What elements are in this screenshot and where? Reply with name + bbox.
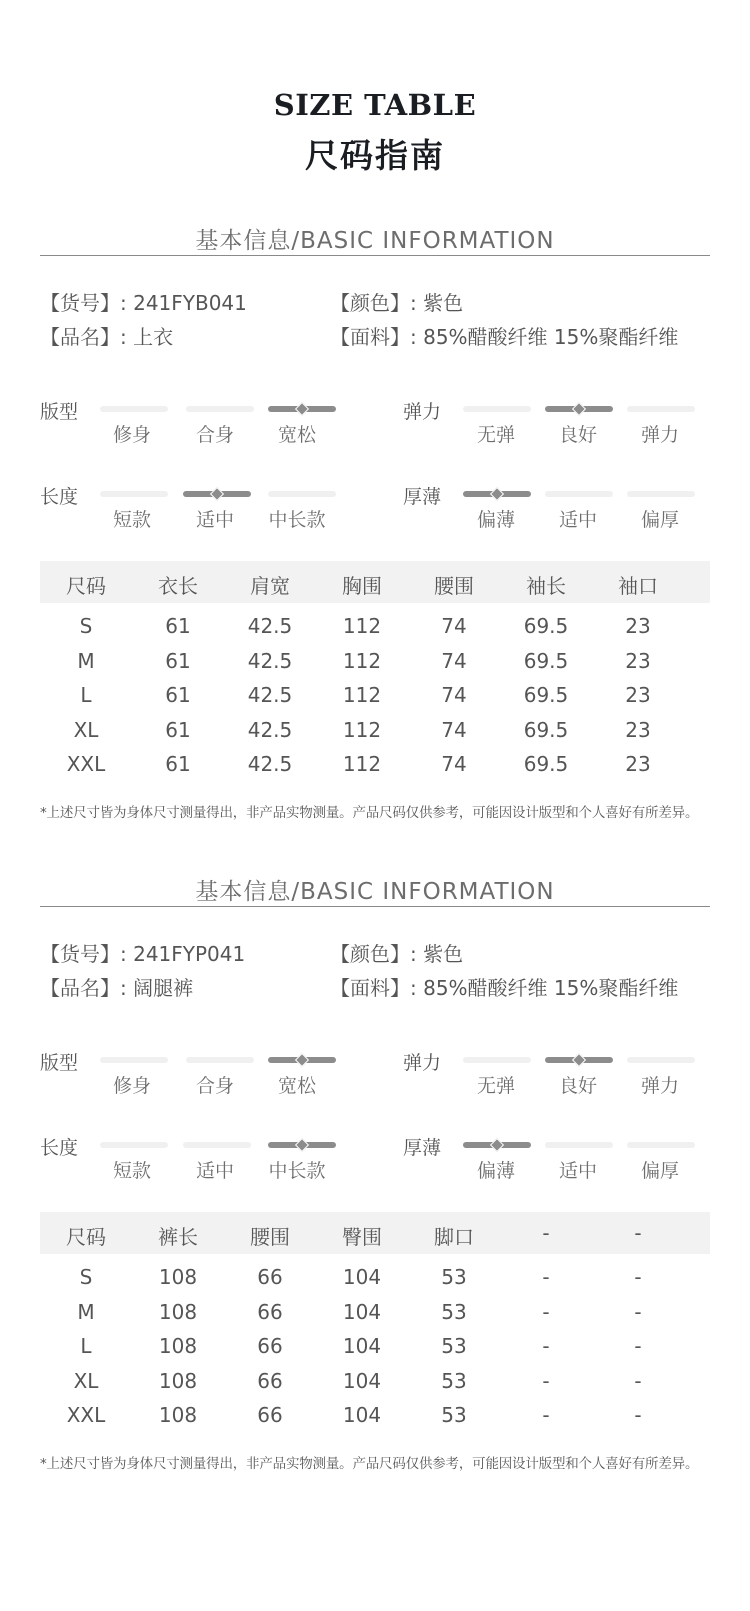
table-cell: -	[542, 1265, 550, 1289]
attr-option-fit-2: 合身	[195, 1075, 234, 1097]
product-name: 【品名】: 上衣	[40, 325, 174, 349]
table-header-cell: 肩宽	[250, 574, 290, 598]
section-title: 基本信息/BASIC INFORMATION	[195, 879, 555, 905]
size-section-1	[0, 222, 750, 842]
table-cell: -	[542, 1334, 550, 1358]
product-color: 【颜色】: 紫色	[330, 942, 464, 966]
attr-label-length: 长度	[40, 1137, 79, 1159]
item-number: 【货号】: 241FYP041	[40, 942, 246, 966]
attr-label-thickness: 厚薄	[403, 486, 442, 508]
page-title-en: SIZE TABLE	[273, 88, 477, 122]
product-name: 【品名】: 阔腿裤	[40, 976, 194, 1000]
selected-marker-icon	[490, 1138, 504, 1152]
attr-track-elasticity-1	[463, 1057, 531, 1063]
table-header-cell: 尺码	[66, 1225, 106, 1249]
table-cell: 69.5	[523, 683, 569, 707]
attr-track-fit-2	[186, 1057, 254, 1063]
table-cell: M	[77, 1299, 95, 1324]
table-cell: 23	[625, 648, 651, 673]
attr-track-length-1	[100, 1142, 168, 1148]
attr-track-fit-3	[268, 406, 336, 412]
table-cell: 69.5	[523, 717, 569, 742]
table-header-cell: -	[542, 1221, 550, 1245]
attr-track-elasticity-2	[545, 1057, 613, 1063]
table-cell: 23	[625, 614, 651, 638]
table-cell: 112	[342, 717, 382, 742]
selected-marker-icon	[295, 1138, 309, 1152]
table-cell: -	[634, 1299, 642, 1324]
table-cell: -	[542, 1368, 550, 1393]
table-cell: -	[542, 1299, 550, 1324]
table-header-cell: 裤长	[158, 1225, 198, 1249]
product-color: 【颜色】: 紫色	[330, 291, 464, 315]
section-divider	[40, 906, 710, 907]
attr-label-elasticity: 弹力	[403, 1052, 442, 1074]
product-fabric: 【面料】: 85%醋酸纤维 15%聚酯纤维	[330, 325, 679, 349]
attr-track-elasticity-3	[627, 406, 695, 412]
selected-marker-icon	[572, 402, 586, 416]
table-cell: 108	[158, 1334, 198, 1358]
table-cell: 66	[257, 1368, 283, 1393]
table-header-cell: 脚口	[434, 1225, 474, 1249]
table-cell: L	[80, 683, 92, 707]
table-cell: XL	[73, 1368, 99, 1393]
table-cell: 42.5	[247, 614, 293, 638]
attr-track-thickness-3	[627, 491, 695, 497]
table-cell: 23	[625, 752, 651, 776]
attr-track-thickness-2	[545, 491, 613, 497]
selected-marker-icon	[295, 402, 309, 416]
table-cell: 112	[342, 648, 382, 673]
table-header-cell: 臀围	[342, 1225, 382, 1249]
table-cell: 61	[165, 752, 191, 776]
table-header-cell: 胸围	[342, 574, 382, 598]
table-cell: 112	[342, 752, 382, 776]
table-cell: 74	[441, 614, 467, 638]
table-cell: 61	[165, 648, 191, 673]
table-cell: 108	[158, 1403, 198, 1427]
table-cell: 104	[342, 1334, 382, 1358]
attr-track-thickness-1	[463, 1142, 531, 1148]
table-cell: 42.5	[247, 717, 293, 742]
page-title-zh: 尺码指南	[305, 136, 445, 175]
table-cell: XXL	[66, 752, 106, 776]
attr-track-elasticity-1	[463, 406, 531, 412]
attr-option-thickness-1: 偏薄	[476, 1160, 515, 1182]
attr-label-elasticity: 弹力	[403, 401, 442, 423]
attr-option-length-1: 短款	[112, 1160, 151, 1182]
attr-option-length-2: 适中	[195, 509, 234, 531]
table-cell: 104	[342, 1368, 382, 1393]
attr-option-fit-3: 宽松	[277, 424, 316, 446]
table-cell: 112	[342, 614, 382, 638]
attr-option-elasticity-1: 无弹	[476, 424, 515, 446]
table-cell: -	[634, 1368, 642, 1393]
table-header-cell: -	[634, 1221, 642, 1245]
attr-option-fit-2: 合身	[195, 424, 234, 446]
table-cell: 69.5	[523, 648, 569, 673]
attr-track-elasticity-3	[627, 1057, 695, 1063]
table-cell: 61	[165, 614, 191, 638]
selected-marker-icon	[572, 1053, 586, 1067]
attr-option-thickness-3: 偏厚	[640, 509, 679, 531]
table-cell: 53	[441, 1334, 467, 1358]
size-section-2	[0, 873, 750, 1493]
selected-marker-icon	[490, 487, 504, 501]
attr-option-fit-1: 修身	[112, 424, 151, 446]
table-cell: -	[634, 1265, 642, 1289]
table-cell: 66	[257, 1299, 283, 1324]
table-cell: 61	[165, 683, 191, 707]
table-cell: 104	[342, 1299, 382, 1324]
attr-option-fit-1: 修身	[112, 1075, 151, 1097]
attr-option-length-1: 短款	[112, 509, 151, 531]
attr-track-thickness-1	[463, 491, 531, 497]
attr-option-thickness-3: 偏厚	[640, 1160, 679, 1182]
attr-track-fit-2	[186, 406, 254, 412]
attr-option-length-3: 中长款	[268, 509, 326, 531]
table-cell: 112	[342, 683, 382, 707]
attr-option-elasticity-1: 无弹	[476, 1075, 515, 1097]
attr-track-length-1	[100, 491, 168, 497]
attr-track-length-3	[268, 1142, 336, 1148]
table-cell: 66	[257, 1403, 283, 1427]
attr-label-length: 长度	[40, 486, 79, 508]
attr-track-fit-1	[100, 406, 168, 412]
selected-marker-icon	[210, 487, 224, 501]
table-cell: 42.5	[247, 683, 293, 707]
attr-option-fit-3: 宽松	[277, 1075, 316, 1097]
table-cell: 42.5	[247, 752, 293, 776]
attr-track-length-3	[268, 491, 336, 497]
table-cell: 108	[158, 1299, 198, 1324]
table-cell: 66	[257, 1334, 283, 1358]
table-header-cell: 腰围	[250, 1225, 290, 1249]
table-header-cell: 袖长	[526, 574, 566, 598]
attr-track-fit-1	[100, 1057, 168, 1063]
product-fabric: 【面料】: 85%醋酸纤维 15%聚酯纤维	[330, 976, 679, 1000]
table-cell: 23	[625, 683, 651, 707]
table-cell: -	[634, 1403, 642, 1427]
size-disclaimer: *上述尺寸皆为身体尺寸测量得出，非产品实物测量。产品尺码仅供参考，可能因设计版型和个人喜好有所差异。	[40, 1456, 699, 1472]
attr-option-thickness-1: 偏薄	[476, 509, 515, 531]
section-divider	[40, 255, 710, 256]
attr-option-elasticity-2: 良好	[558, 1075, 597, 1097]
table-cell: 66	[257, 1265, 283, 1289]
table-cell: XXL	[66, 1403, 106, 1427]
attr-option-elasticity-3: 弹力	[640, 1075, 679, 1097]
table-cell: 74	[441, 648, 467, 673]
table-cell: L	[80, 1334, 92, 1358]
table-header-cell: 袖口	[618, 574, 658, 598]
table-cell: 42.5	[247, 648, 293, 673]
section-title: 基本信息/BASIC INFORMATION	[195, 228, 555, 254]
attr-track-length-2	[183, 491, 251, 497]
table-cell: S	[79, 614, 93, 638]
table-cell: XL	[73, 717, 99, 742]
attr-track-elasticity-2	[545, 406, 613, 412]
attr-option-length-2: 适中	[195, 1160, 234, 1182]
table-header-cell: 衣长	[158, 574, 198, 598]
table-cell: M	[77, 648, 95, 673]
attr-track-thickness-3	[627, 1142, 695, 1148]
attr-option-elasticity-3: 弹力	[640, 424, 679, 446]
table-cell: -	[634, 1334, 642, 1358]
attr-track-fit-3	[268, 1057, 336, 1063]
table-cell: 53	[441, 1368, 467, 1393]
table-header-cell: 尺码	[66, 574, 106, 598]
attr-label-thickness: 厚薄	[403, 1137, 442, 1159]
table-header-cell: 腰围	[434, 574, 474, 598]
attr-label-fit: 版型	[40, 401, 79, 423]
item-number: 【货号】: 241FYB041	[40, 291, 247, 315]
table-cell: 69.5	[523, 614, 569, 638]
table-cell: 53	[441, 1299, 467, 1324]
attr-option-thickness-2: 适中	[558, 1160, 597, 1182]
attr-track-thickness-2	[545, 1142, 613, 1148]
table-cell: S	[79, 1265, 93, 1289]
table-cell: 74	[441, 683, 467, 707]
table-cell: 53	[441, 1265, 467, 1289]
table-cell: 74	[441, 752, 467, 776]
table-cell: 69.5	[523, 752, 569, 776]
table-cell: 104	[342, 1265, 382, 1289]
table-cell: 23	[625, 717, 651, 742]
table-cell: 61	[165, 717, 191, 742]
table-cell: 53	[441, 1403, 467, 1427]
table-cell: -	[542, 1403, 550, 1427]
attr-option-thickness-2: 适中	[558, 509, 597, 531]
table-cell: 108	[158, 1368, 198, 1393]
size-disclaimer: *上述尺寸皆为身体尺寸测量得出，非产品实物测量。产品尺码仅供参考，可能因设计版型和个人喜好有所差异。	[40, 805, 699, 821]
selected-marker-icon	[295, 1053, 309, 1067]
table-cell: 108	[158, 1265, 198, 1289]
attr-track-length-2	[183, 1142, 251, 1148]
attr-option-length-3: 中长款	[268, 1160, 326, 1182]
attr-label-fit: 版型	[40, 1052, 79, 1074]
table-cell: 104	[342, 1403, 382, 1427]
table-cell: 74	[441, 717, 467, 742]
attr-option-elasticity-2: 良好	[558, 424, 597, 446]
